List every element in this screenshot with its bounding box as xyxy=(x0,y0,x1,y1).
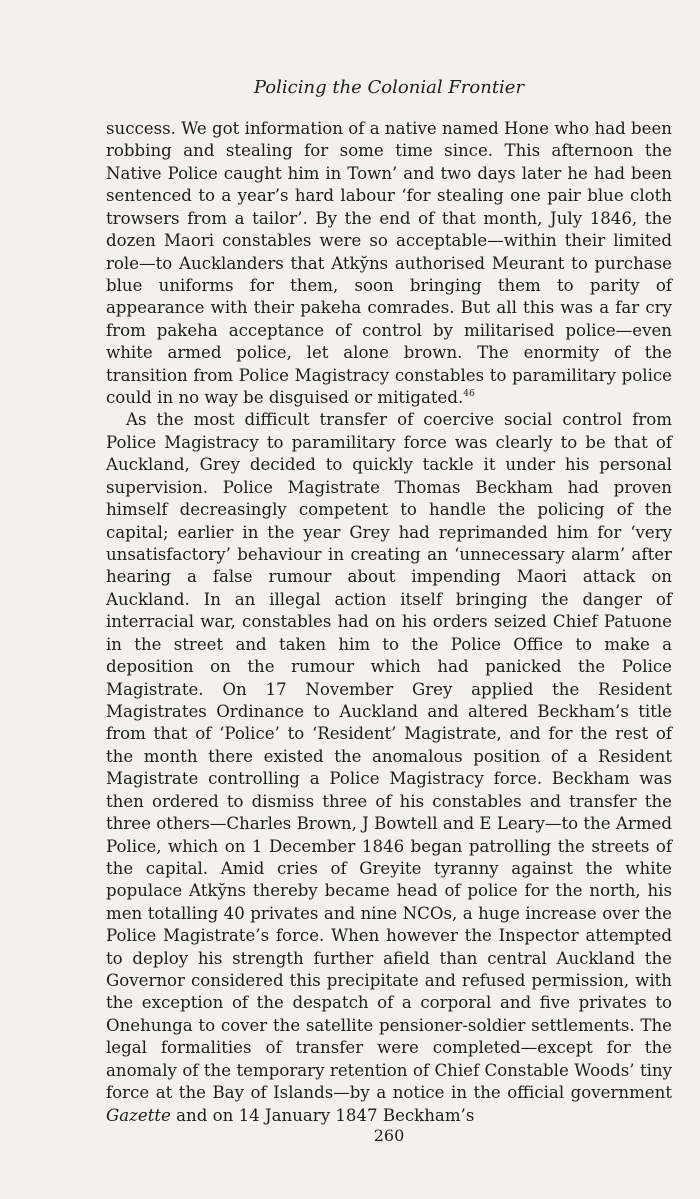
paragraph-1 xyxy=(106,118,672,409)
body-text xyxy=(106,118,672,1127)
gazette-italic: Gazette xyxy=(106,1105,171,1125)
footnote-ref-46: 46 xyxy=(463,389,475,400)
paragraph-2-text: As the most difficult transfer of coercive social control from Police Magistracy to paramilitary force was clearly to be that of Auckland, Grey decided to quickly tackle it under his personal supervision. Police Magistrate Thomas Beckham had proven himself decreasingly competent to handle the policing of the capital; earlier in the year Grey had reprimanded him for ‘very unsatisfactory’ behaviour in creating an ‘unnecessary alarm’ after hearing a false rumour about impending Maori attack on Auckland. In an illegal action itself bringing the danger of interracial war, constables had on his orders seized Chief Patuone in the street and taken him to the Police Office to make a deposition on the rumour which had panicked the Police Magistrate. On 17 November Grey applied the Resident Magistrates Ordinance to Auckland and altered Beckham’s title from that of ‘Police’ to ‘Resident’ Magistrate, and for the rest of the month there existed the anomalous position of a Resident Magistrate controlling a Police Magistracy force. Beckham was then ordered to dismiss three of his constables and transfer the three others—Charles Brown, J Bowtell and E Leary—to the Armed Police, which on 1 December 1846 began patrolling the streets of the capital. Amid cries of Greyite tyranny against the white populace Atky̆ns thereby became head of police for the north, his men totalling 40 privates and nine NCOs, a huge increase over the Police Magistrate’s force. When however the Inspector attempted to deploy his strength further afield than central Auckland the Governor considered this precipitate and refused permission, with the exception of the despatch of a corporal and five privates to Onehunga to cover the satellite pensioner-soldier settlements. The legal formalities of transfer were completed—except for the anomaly of the temporary retention of Chief Constable Woods’ tiny force at the Bay of Islands—by a notice in the official government xyxy=(106,410,672,1103)
running-head: Policing the Colonial Frontier xyxy=(253,77,525,98)
paragraph-2-tail: and on 14 January 1847 Beckham’s xyxy=(176,1105,475,1125)
paragraph-2 xyxy=(106,409,672,1127)
paragraph-1-text: success. We got information of a native named Hone who had been robbing and stealing for some time since. This afternoon the Native Police caught him in Town’ and two days later he had been sentenced to a year’s hard labour ‘for stealing one pair blue cloth trowsers from a tailor’. By the end of that month, July 1846, the dozen Maori constables were so acceptable—within their limited role—to Aucklanders that Atky̆ns authorised Meurant to purchase blue uniforms for them, soon bringing them to parity of appearance with their pakeha comrades. But all this was a far cry from pakeha acceptance of control by militarised police—even white armed police, let alone brown. The enormity of the transition from Police Magistracy constables to paramilitary police could in no way be disguised or mitigated. xyxy=(106,119,672,408)
page-number: 260 xyxy=(373,1126,405,1145)
